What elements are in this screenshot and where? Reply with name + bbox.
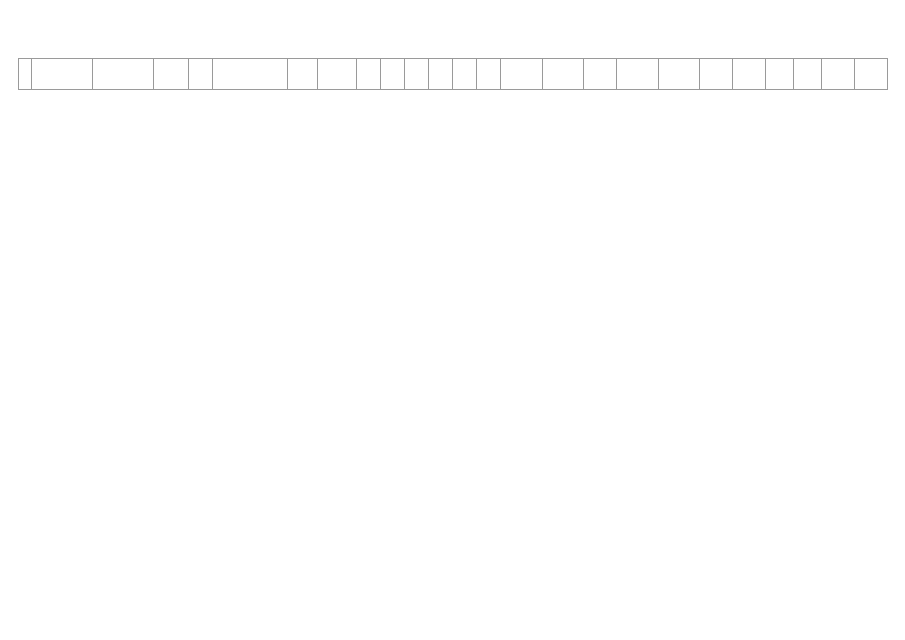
column-header xyxy=(765,59,793,90)
column-header xyxy=(658,59,699,90)
column-header xyxy=(213,59,287,90)
column-header xyxy=(189,59,213,90)
column-header xyxy=(19,59,32,90)
column-header xyxy=(32,59,93,90)
column-header xyxy=(381,59,405,90)
column-header xyxy=(357,59,381,90)
column-header xyxy=(822,59,855,90)
column-header xyxy=(855,59,888,90)
column-header xyxy=(477,59,501,90)
data-table xyxy=(18,58,888,90)
column-header xyxy=(732,59,765,90)
column-header xyxy=(501,59,542,90)
column-header xyxy=(287,59,318,90)
header-row xyxy=(19,59,888,90)
column-header xyxy=(700,59,733,90)
column-header xyxy=(584,59,617,90)
column-header xyxy=(429,59,453,90)
column-header xyxy=(405,59,429,90)
column-header xyxy=(453,59,477,90)
column-header xyxy=(617,59,658,90)
column-header xyxy=(794,59,822,90)
column-header xyxy=(542,59,583,90)
column-header xyxy=(93,59,154,90)
column-header xyxy=(154,59,189,90)
column-header xyxy=(318,59,357,90)
